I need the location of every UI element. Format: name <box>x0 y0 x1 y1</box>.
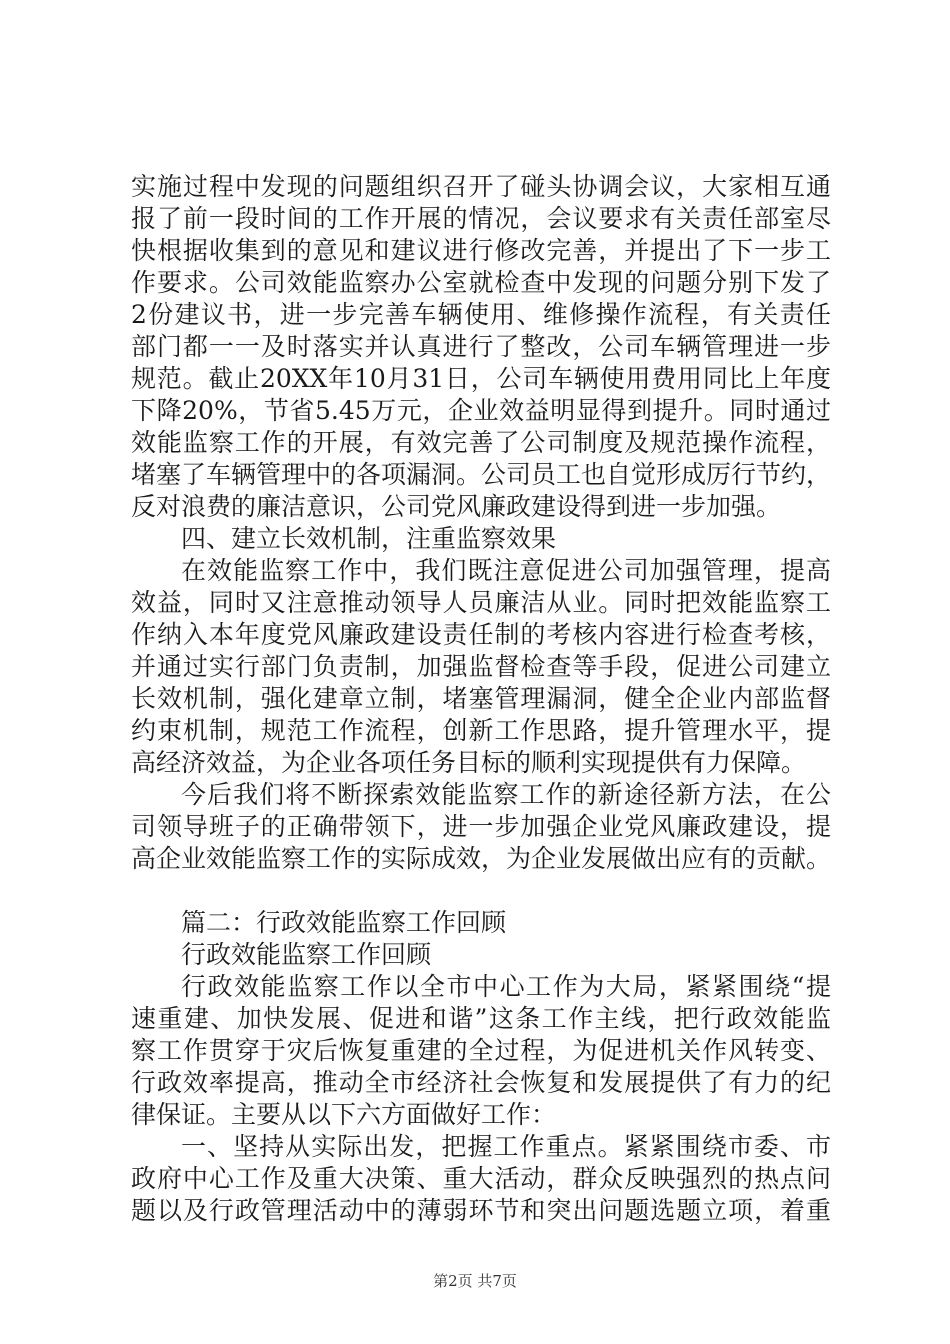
text-line: 作纳入本年度党风廉政建设责任制的考核内容进行检查考核， <box>131 620 831 649</box>
text-line: 司领导班子的正确带领下，进一步加强企业党风廉政建设，提 <box>131 812 831 841</box>
text-line: 堵塞了车辆管理中的各项漏洞。公司员工也自觉形成厉行节约， <box>131 460 832 489</box>
text-line: 在效能监察工作中，我们既注意促进公司加强管理，提高 <box>181 556 831 585</box>
paragraph-gap <box>131 875 831 907</box>
body-text <box>131 171 831 1227</box>
text-line: 下降20%，节省5.45万元，企业效益明显得到提升。同时通过 <box>131 396 831 425</box>
text-line: 作要求。公司效能监察办公室就检查中发现的问题分别下发了 <box>131 268 831 297</box>
text-line: 题以及行政管理活动中的薄弱环节和突出问题选题立项，着重 <box>131 1196 831 1225</box>
text-line: 察工作贯穿于灾后恢复重建的全过程，为促进机关作风转变、 <box>131 1036 831 1065</box>
text-line: 部门都一一及时落实并认真进行了整改，公司车辆管理进一步 <box>131 332 831 361</box>
text-line: 实施过程中发现的问题组织召开了碰头协调会议，大家相互通 <box>131 172 831 201</box>
text-line: 2份建议书，进一步完善车辆使用、维修操作流程，有关责任 <box>131 300 831 329</box>
text-line: 行政效率提高，推动全市经济社会恢复和发展提供了有力的纪 <box>131 1068 831 1097</box>
text-line: 规范。截止20XX年10月31日，公司车辆使用费用同比上年度 <box>131 364 831 393</box>
article-subtitle: 行政效能监察工作回顾 <box>181 940 432 969</box>
text-line: 报了前一段时间的工作开展的情况，会议要求有关责任部室尽 <box>131 204 831 233</box>
text-line: 并通过实行部门负责制，加强监督检查等手段，促进公司建立 <box>131 652 831 681</box>
text-line: 高经济效益，为企业各项任务目标的顺利实现提供有力保障。 <box>131 748 807 777</box>
page-number-footer: 第2页 共7页 <box>433 1272 517 1290</box>
text-line: 效益，同时又注意推动领导人员廉洁从业。同时把效能监察工 <box>131 588 831 617</box>
text-line: 速重建、加快发展、促进和谐”这条工作主线，把行政效能监 <box>131 1004 831 1033</box>
text-line: 效能监察工作的开展，有效完善了公司制度及规范操作流程， <box>131 428 831 457</box>
text-line: 高企业效能监察工作的实际成效，为企业发展做出应有的贡献。 <box>131 844 832 873</box>
text-line: 行政效能监察工作以全市中心工作为大局，紧紧围绕“提 <box>181 972 831 1001</box>
text-line: 今后我们将不断探索效能监察工作的新途径新方法，在公 <box>181 780 831 809</box>
text-line: 快根据收集到的意见和建议进行修改完善，并提出了下一步工 <box>131 236 831 265</box>
article-title: 篇二：行政效能监察工作回顾 <box>181 908 507 937</box>
text-line: 约束机制，规范工作流程，创新工作思路，提升管理水平，提 <box>131 716 831 745</box>
text-line: 政府中心工作及重大决策、重大活动，群众反映强烈的热点问 <box>131 1164 831 1193</box>
text-line: 反对浪费的廉洁意识，公司党风廉政建设得到进一步加强。 <box>131 492 782 521</box>
text-line: 长效机制，强化建章立制，堵塞管理漏洞，健全企业内部监督 <box>131 684 831 713</box>
text-line: 律保证。主要从以下六方面做好工作： <box>131 1100 557 1129</box>
section-heading: 四、建立长效机制，注重监察效果 <box>181 524 557 553</box>
text-line: 一、坚持从实际出发，把握工作重点。紧紧围绕市委、市 <box>181 1132 831 1161</box>
